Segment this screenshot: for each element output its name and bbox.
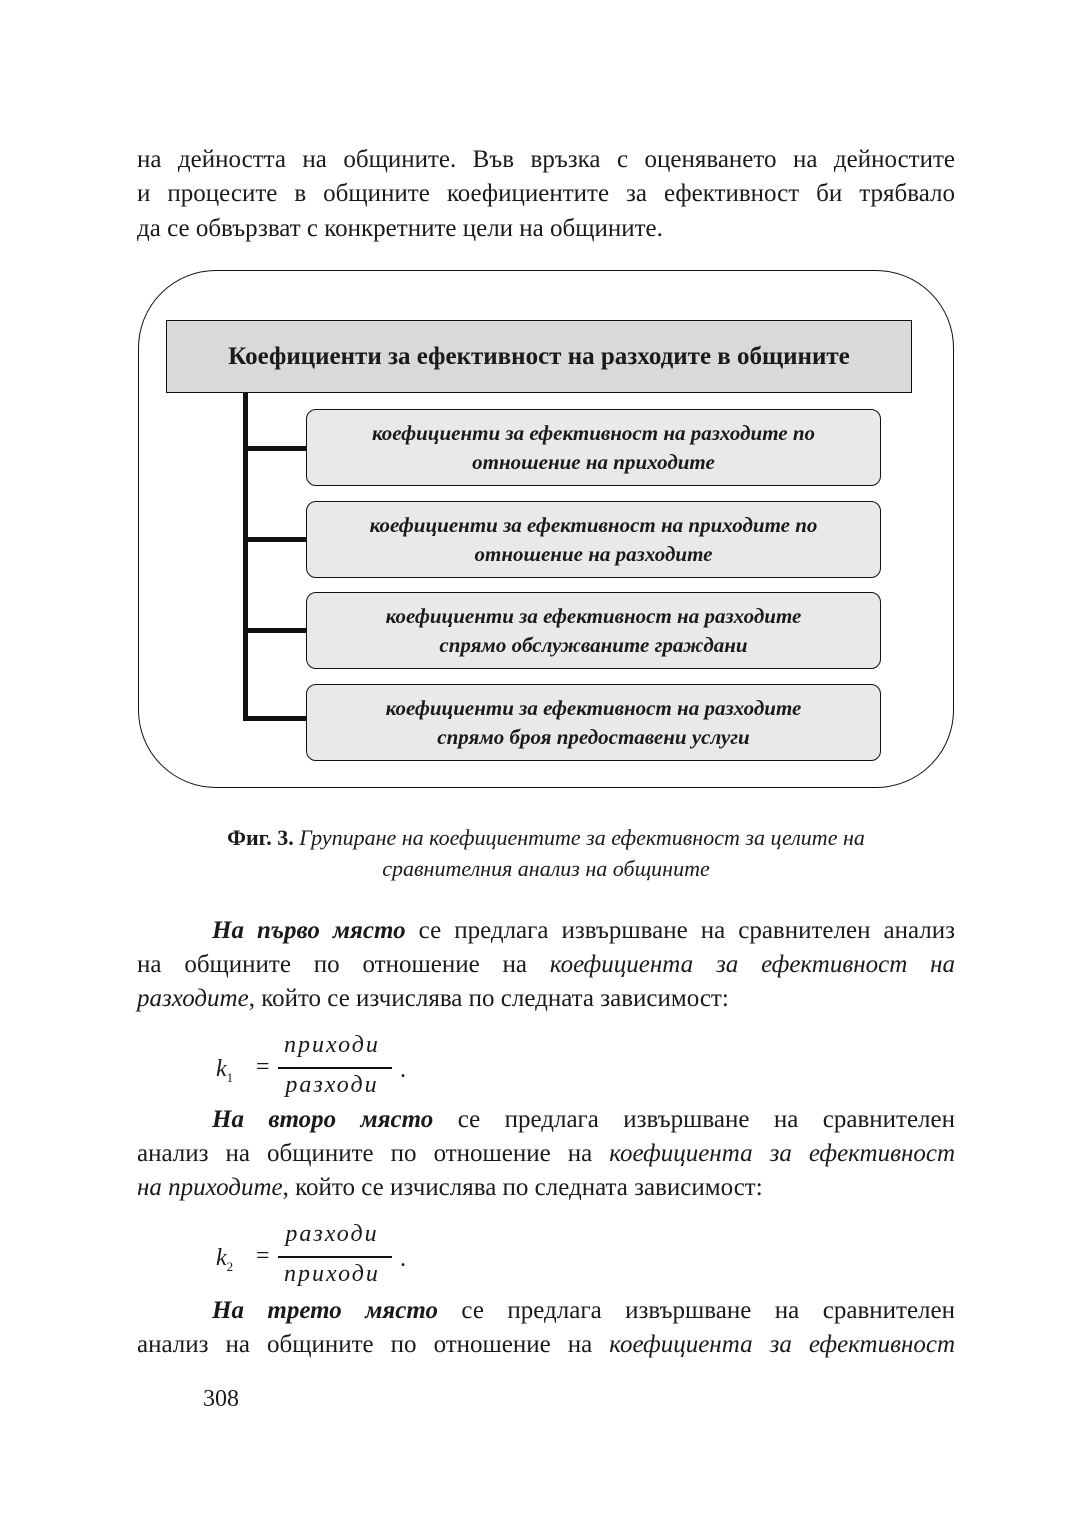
formula-1-subscript: 1: [226, 1069, 234, 1085]
figure-box-4-line-1: коефициенти за ефективност на разходите: [385, 695, 802, 720]
formula-1: [212, 1032, 472, 1108]
formula-2-k: [216, 1245, 233, 1275]
para1-line-1: [212, 914, 955, 948]
intro-line-3: да се обвързват с конкретните цели на общините.: [137, 215, 663, 242]
intro-line-2: и процесите в общините коефициентите за ефективност би трябвало: [137, 180, 955, 207]
figure-header: Коефициенти за ефективност на разходите в общините: [166, 320, 912, 393]
para2-lead: На второ място: [212, 1106, 434, 1133]
formula-1-denominator: разходи: [285, 1072, 379, 1098]
formula-1-period: .: [400, 1057, 406, 1083]
para1-line-3-text: , който се изчислява по следната зависимост:: [248, 985, 729, 1012]
formula-2-fraction-bar: [278, 1256, 392, 1258]
figure-caption-line-1: [137, 822, 955, 854]
formula-1-equals: =: [256, 1054, 270, 1080]
figure-caption-label: Фиг. 3.: [227, 825, 294, 850]
para3-lead: На трето място: [212, 1297, 438, 1324]
figure-box-2-line-2: отношение на разходите: [474, 541, 713, 566]
figure-box-3-line-2: спрямо обслужваните граждани: [439, 632, 748, 657]
para2-line-1: [212, 1103, 955, 1137]
para2-line-3: [137, 1171, 955, 1205]
tree-trunk: [243, 393, 248, 721]
formula-2-k-letter: k: [216, 1245, 227, 1271]
formula-2-equals: =: [256, 1243, 270, 1269]
para1-line-3: [137, 982, 955, 1016]
tree-branch-4: [243, 716, 307, 721]
para2-line-2-text: анализ на общините по отношение на: [137, 1140, 610, 1167]
figure-caption-text-2: сравнителния анализ на общините: [382, 856, 710, 881]
figure-caption-line-2: [137, 853, 955, 885]
figure-box-4: [306, 684, 881, 761]
para3-line-1-text: се предлага извършване на сравнителен: [437, 1297, 955, 1324]
para2-line-3-italic: на приходите: [137, 1174, 283, 1201]
formula-2-denominator: приходи: [284, 1261, 380, 1287]
para1-line-2-italic: коефициента за ефективност на: [549, 951, 955, 978]
intro-line-1: на дейността на общините. Във връзка с оценяването на дейностите: [137, 146, 955, 173]
para2-line-1-text: се предлага извършване на сравнителен: [433, 1106, 955, 1133]
figure-box-1-line-1: коефициенти за ефективност на разходите по: [371, 420, 816, 445]
figure-box-4-line-2: спрямо броя предоставени услуги: [437, 724, 750, 749]
tree-branch-2: [243, 537, 307, 542]
para1-line-2-text: на общините по отношение на: [137, 951, 550, 978]
formula-2: [212, 1221, 472, 1297]
formula-2-subscript: 2: [226, 1258, 234, 1274]
para2-line-2-italic: коефициента за ефективност: [609, 1140, 955, 1167]
tree-branch-3: [243, 628, 307, 633]
tree-branch-1: [243, 446, 307, 451]
para1-line-2: [137, 948, 955, 982]
formula-2-numerator: разходи: [285, 1221, 379, 1247]
para3-line-2-italic: коефициента за ефективност: [609, 1331, 955, 1358]
para3-line-2-text: анализ на общините по отношение на: [137, 1331, 610, 1358]
para1-line-3-italic: разходите: [137, 985, 249, 1012]
para3-line-1: [212, 1294, 955, 1328]
figure-box-1-line-2: отношение на приходите: [472, 449, 715, 474]
formula-1-numerator: приходи: [284, 1032, 380, 1058]
page-number: 308: [203, 1386, 239, 1412]
para3-line-2: [137, 1328, 955, 1362]
formula-1-fraction-bar: [278, 1067, 392, 1069]
figure-box-1: [306, 409, 881, 486]
figure-box-3: [306, 592, 881, 669]
para1-line-1-text: се предлага извършване на сравнителен анализ: [405, 917, 955, 944]
figure-box-2-line-1: коефициенти за ефективност на приходите по: [369, 512, 818, 537]
figure-box-3-line-1: коефициенти за ефективност на разходите: [385, 603, 802, 628]
para1-lead: На първо място: [212, 917, 406, 944]
para2-line-2: [137, 1137, 955, 1171]
formula-1-k-letter: k: [216, 1056, 227, 1082]
formula-2-period: .: [400, 1246, 406, 1272]
para2-line-3-text: , който се изчислява по следната зависимост:: [282, 1174, 763, 1201]
figure-caption-text-1: Групиране на коефициентите за ефективност за целите на: [299, 825, 865, 850]
figure-box-2: [306, 501, 881, 578]
formula-1-k: [216, 1056, 233, 1086]
